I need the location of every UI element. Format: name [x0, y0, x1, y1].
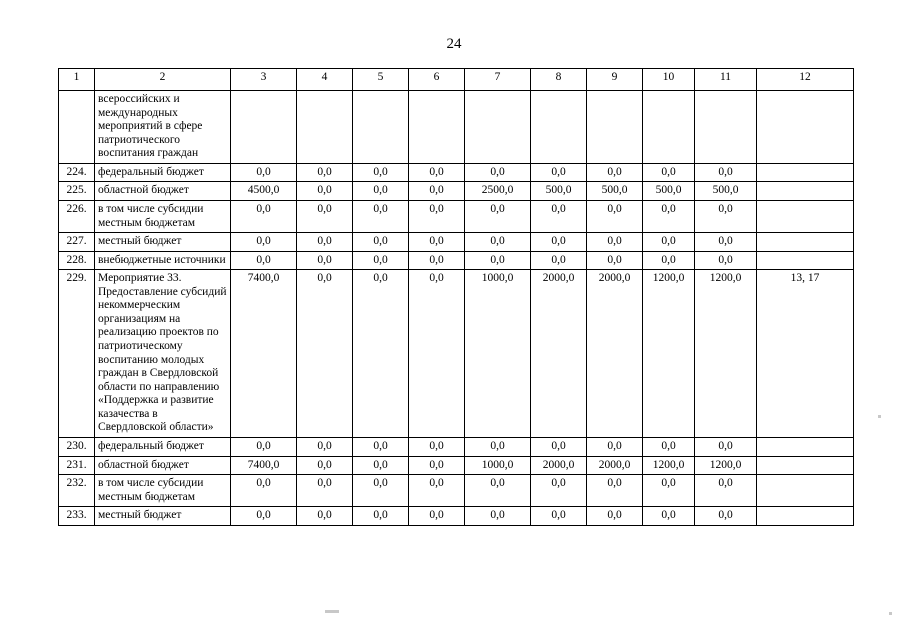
scan-artifact: [325, 610, 339, 613]
column-header: 9: [587, 69, 643, 91]
row-label-cell: внебюджетные источники: [95, 251, 231, 270]
row-value-cell: 2000,0: [531, 270, 587, 438]
row-value-cell: 0,0: [297, 507, 353, 526]
row-value-cell: [695, 91, 757, 164]
row-label-cell: местный бюджет: [95, 233, 231, 252]
column-header: 4: [297, 69, 353, 91]
table-row: [59, 91, 854, 164]
row-value-cell: 0,0: [231, 475, 297, 507]
column-header: 3: [231, 69, 297, 91]
row-value-cell: 0,0: [587, 163, 643, 182]
row-note-cell: [757, 91, 854, 164]
row-value-cell: 2500,0: [465, 182, 531, 201]
row-value-cell: 0,0: [465, 507, 531, 526]
row-value-cell: 0,0: [587, 437, 643, 456]
row-value-cell: 0,0: [695, 475, 757, 507]
row-value-cell: 7400,0: [231, 270, 297, 438]
row-value-cell: 0,0: [231, 251, 297, 270]
row-value-cell: 0,0: [231, 233, 297, 252]
row-value-cell: 0,0: [353, 507, 409, 526]
row-value-cell: 0,0: [297, 251, 353, 270]
row-value-cell: 500,0: [643, 182, 695, 201]
row-value-cell: 0,0: [297, 475, 353, 507]
row-value-cell: [531, 91, 587, 164]
row-value-cell: [465, 91, 531, 164]
column-header: 8: [531, 69, 587, 91]
row-value-cell: [231, 91, 297, 164]
row-value-cell: 0,0: [353, 437, 409, 456]
row-value-cell: 0,0: [587, 200, 643, 232]
row-value-cell: 500,0: [531, 182, 587, 201]
row-value-cell: 0,0: [465, 163, 531, 182]
row-value-cell: [643, 91, 695, 164]
scan-artifact: [889, 612, 892, 615]
column-header: 12: [757, 69, 854, 91]
row-value-cell: 0,0: [409, 200, 465, 232]
row-value-cell: 0,0: [297, 233, 353, 252]
row-note-cell: [757, 163, 854, 182]
row-value-cell: 1000,0: [465, 270, 531, 438]
row-value-cell: 0,0: [465, 233, 531, 252]
table-row: [59, 475, 854, 507]
row-value-cell: 0,0: [695, 200, 757, 232]
row-number-cell: 228.: [59, 251, 95, 270]
row-value-cell: [353, 91, 409, 164]
row-number-cell: 232.: [59, 475, 95, 507]
row-number-cell: 231.: [59, 456, 95, 475]
row-value-cell: 0,0: [297, 200, 353, 232]
row-value-cell: 0,0: [409, 270, 465, 438]
row-number-cell: 227.: [59, 233, 95, 252]
row-note-cell: [757, 437, 854, 456]
row-value-cell: 0,0: [643, 163, 695, 182]
row-value-cell: 0,0: [409, 456, 465, 475]
row-value-cell: 0,0: [353, 475, 409, 507]
table-row: [59, 437, 854, 456]
row-label-cell: местный бюджет: [95, 507, 231, 526]
row-label-cell: федеральный бюджет: [95, 437, 231, 456]
budget-table-container: [58, 68, 853, 526]
row-note-cell: [757, 233, 854, 252]
row-value-cell: 0,0: [465, 251, 531, 270]
row-label-cell: в том числе субсидии местным бюджетам: [95, 200, 231, 232]
table-row: [59, 182, 854, 201]
row-value-cell: 0,0: [409, 163, 465, 182]
row-label-cell: Мероприятие 33. Предоставление субсидий некоммерческим организациям на реализацию проектов по патриотическому воспитанию молодых граждан в Свердловской области по направлению «Поддержка и развитие казачества в Свердловской области»: [95, 270, 231, 438]
budget-table: [58, 68, 854, 526]
row-value-cell: 0,0: [531, 507, 587, 526]
row-value-cell: 0,0: [695, 251, 757, 270]
table-row: [59, 251, 854, 270]
column-header: 11: [695, 69, 757, 91]
row-note-cell: [757, 507, 854, 526]
row-value-cell: 0,0: [531, 251, 587, 270]
table-row: [59, 507, 854, 526]
row-number-cell: 230.: [59, 437, 95, 456]
row-value-cell: [587, 91, 643, 164]
row-label-cell: в том числе субсидии местным бюджетам: [95, 475, 231, 507]
row-value-cell: 0,0: [353, 251, 409, 270]
row-value-cell: 2000,0: [587, 456, 643, 475]
row-value-cell: 0,0: [409, 507, 465, 526]
table-header-row: [59, 69, 854, 91]
row-value-cell: 1000,0: [465, 456, 531, 475]
table-row: [59, 456, 854, 475]
table-row: [59, 200, 854, 232]
row-value-cell: 0,0: [297, 456, 353, 475]
row-value-cell: 0,0: [695, 163, 757, 182]
row-number-cell: 233.: [59, 507, 95, 526]
row-value-cell: 0,0: [409, 182, 465, 201]
row-value-cell: 4500,0: [231, 182, 297, 201]
row-value-cell: 0,0: [643, 251, 695, 270]
row-label-cell: областной бюджет: [95, 456, 231, 475]
row-note-cell: [757, 456, 854, 475]
row-number-cell: 224.: [59, 163, 95, 182]
table-row: [59, 233, 854, 252]
row-value-cell: 0,0: [297, 163, 353, 182]
row-value-cell: 0,0: [231, 163, 297, 182]
row-value-cell: 0,0: [297, 270, 353, 438]
row-note-cell: 13, 17: [757, 270, 854, 438]
row-value-cell: [409, 91, 465, 164]
row-value-cell: 2000,0: [587, 270, 643, 438]
row-value-cell: 0,0: [465, 437, 531, 456]
row-value-cell: 0,0: [643, 507, 695, 526]
row-value-cell: 1200,0: [643, 270, 695, 438]
row-value-cell: 0,0: [353, 456, 409, 475]
row-value-cell: 1200,0: [695, 456, 757, 475]
row-value-cell: 0,0: [297, 437, 353, 456]
row-label-cell: областной бюджет: [95, 182, 231, 201]
row-number-cell: 225.: [59, 182, 95, 201]
row-value-cell: 0,0: [465, 475, 531, 507]
row-value-cell: 0,0: [531, 437, 587, 456]
column-header: 2: [95, 69, 231, 91]
row-value-cell: 0,0: [409, 251, 465, 270]
scan-artifact: [878, 415, 881, 418]
column-header: 1: [59, 69, 95, 91]
row-value-cell: 0,0: [531, 200, 587, 232]
row-value-cell: 7400,0: [231, 456, 297, 475]
row-value-cell: 0,0: [531, 233, 587, 252]
row-value-cell: 0,0: [643, 437, 695, 456]
column-header: 6: [409, 69, 465, 91]
row-value-cell: 0,0: [587, 233, 643, 252]
row-value-cell: 0,0: [409, 437, 465, 456]
row-value-cell: 0,0: [587, 475, 643, 507]
row-value-cell: 0,0: [353, 270, 409, 438]
row-value-cell: 1200,0: [695, 270, 757, 438]
row-value-cell: 0,0: [465, 200, 531, 232]
table-row: [59, 163, 854, 182]
row-note-cell: [757, 475, 854, 507]
row-value-cell: 0,0: [643, 233, 695, 252]
row-value-cell: 0,0: [695, 233, 757, 252]
row-value-cell: 0,0: [297, 182, 353, 201]
row-number-cell: [59, 91, 95, 164]
row-value-cell: 0,0: [643, 475, 695, 507]
row-number-cell: 226.: [59, 200, 95, 232]
row-value-cell: 0,0: [231, 437, 297, 456]
row-label-cell: всероссийских и международных мероприятий в сфере патриотического воспитания граждан: [95, 91, 231, 164]
row-value-cell: 0,0: [643, 200, 695, 232]
table-row: [59, 270, 854, 438]
row-value-cell: 1200,0: [643, 456, 695, 475]
row-value-cell: 500,0: [695, 182, 757, 201]
row-value-cell: 0,0: [231, 507, 297, 526]
row-value-cell: 0,0: [231, 200, 297, 232]
row-note-cell: [757, 251, 854, 270]
column-header: 7: [465, 69, 531, 91]
row-value-cell: 0,0: [353, 182, 409, 201]
row-value-cell: 0,0: [409, 475, 465, 507]
row-value-cell: 0,0: [695, 507, 757, 526]
row-value-cell: 0,0: [531, 163, 587, 182]
row-label-cell: федеральный бюджет: [95, 163, 231, 182]
row-value-cell: 0,0: [587, 251, 643, 270]
row-value-cell: 2000,0: [531, 456, 587, 475]
row-value-cell: 500,0: [587, 182, 643, 201]
row-note-cell: [757, 182, 854, 201]
column-header: 5: [353, 69, 409, 91]
row-note-cell: [757, 200, 854, 232]
row-number-cell: 229.: [59, 270, 95, 438]
column-header: 10: [643, 69, 695, 91]
row-value-cell: 0,0: [353, 200, 409, 232]
row-value-cell: 0,0: [695, 437, 757, 456]
page-number: 24: [446, 36, 462, 52]
row-value-cell: 0,0: [409, 233, 465, 252]
row-value-cell: 0,0: [353, 163, 409, 182]
row-value-cell: [297, 91, 353, 164]
row-value-cell: 0,0: [531, 475, 587, 507]
row-value-cell: 0,0: [587, 507, 643, 526]
row-value-cell: 0,0: [353, 233, 409, 252]
